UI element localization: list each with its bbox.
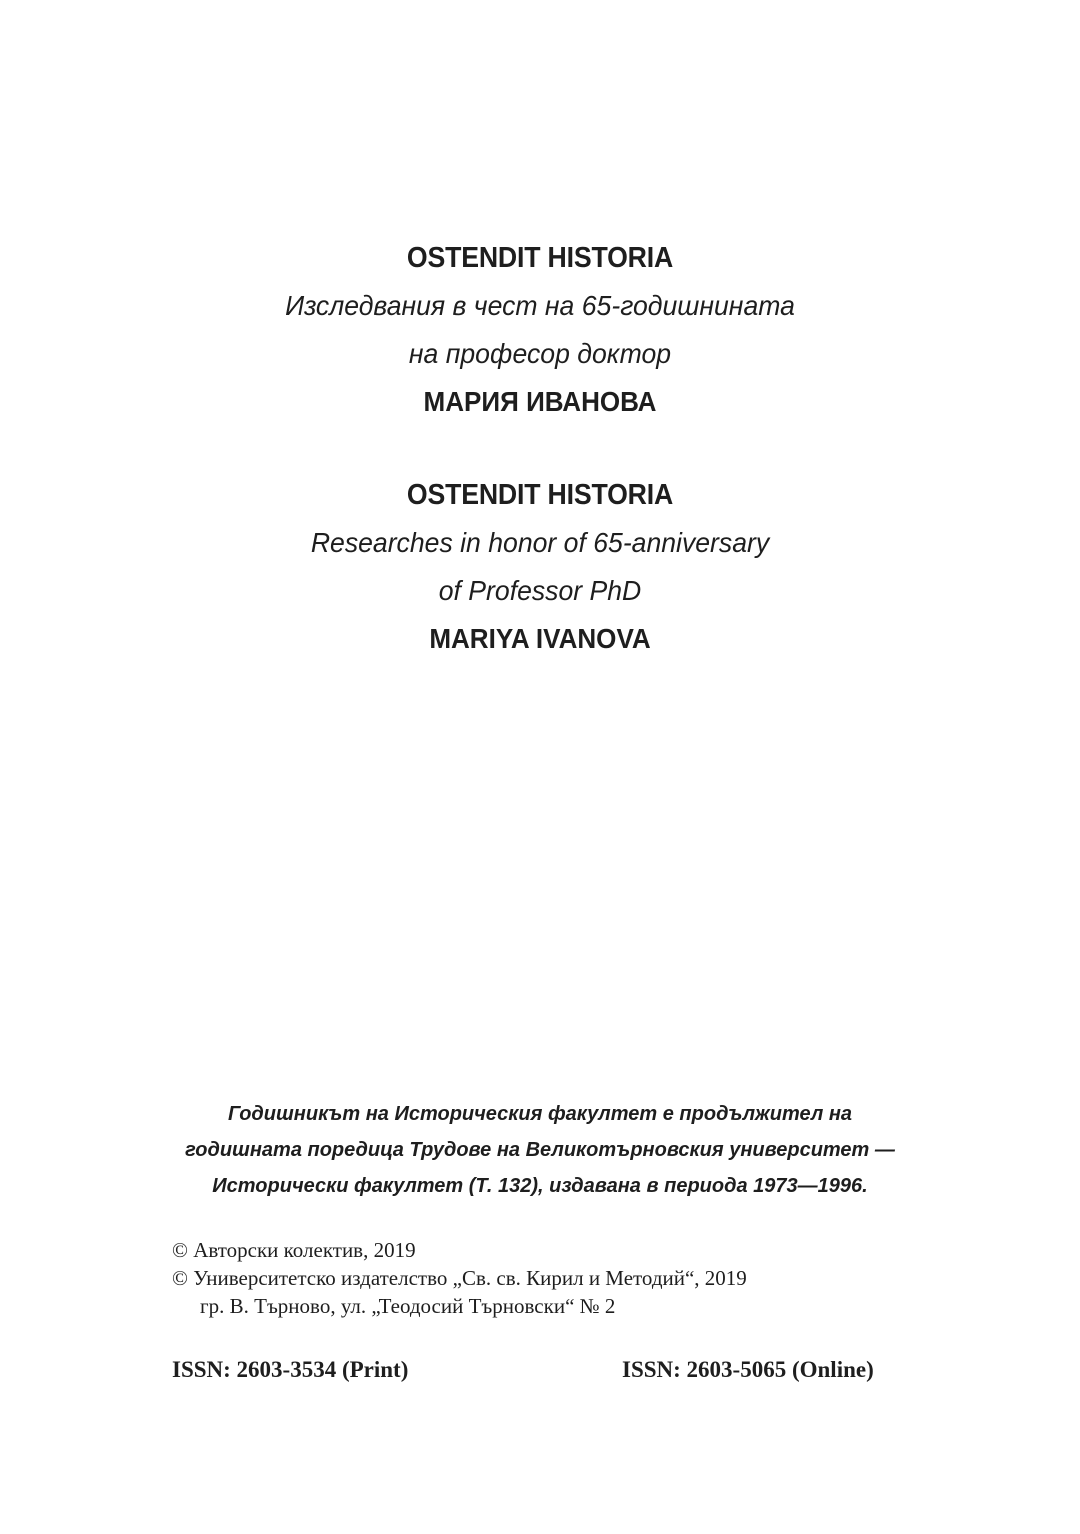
bulgarian-title-block bbox=[0, 234, 1080, 426]
subtitle-en-line-2: of Professor PhD bbox=[438, 575, 642, 606]
copyright-publisher: © Университетско издателство „Св. св. Кирил и Методий“, 2019 bbox=[172, 1266, 747, 1290]
subtitle-bg-line-1: Изследвания в чест на 65-годишнината bbox=[285, 290, 795, 321]
english-title-block bbox=[0, 471, 1080, 663]
note-line-3: Исторически факултет (Т. 132), издавана в периода 1973—1996. bbox=[212, 1175, 868, 1197]
issn-print: ISSN: 2603-3534 (Print) bbox=[172, 1357, 409, 1382]
publisher-address: гр. В. Търново, ул. „Теодосий Търновски“ № 2 bbox=[200, 1294, 616, 1318]
honoree-name-bg: МАРИЯ ИВАНОВА bbox=[423, 386, 657, 417]
copyright-authors: © Авторски колектив, 2019 bbox=[172, 1238, 416, 1262]
note-line-1: Годишникът на Историческия факултет е продължител на bbox=[227, 1103, 853, 1125]
issn-online: ISSN: 2603-5065 (Online) bbox=[622, 1357, 874, 1382]
subtitle-en-line-1: Researches in honor of 65-anniversary bbox=[310, 527, 770, 558]
series-title-bg: OSTENDIT HISTORIA bbox=[406, 242, 674, 274]
note-line-2: годишната поредица Трудове на Великотърновския университет — bbox=[185, 1139, 895, 1161]
copyright-imprint bbox=[172, 1236, 747, 1320]
series-continuation-note bbox=[0, 1096, 1080, 1204]
series-title-en: OSTENDIT HISTORIA bbox=[406, 479, 674, 511]
subtitle-bg-line-2: на професор доктор bbox=[408, 338, 672, 369]
honoree-name-en: MARIYA IVANOVA bbox=[429, 623, 651, 654]
